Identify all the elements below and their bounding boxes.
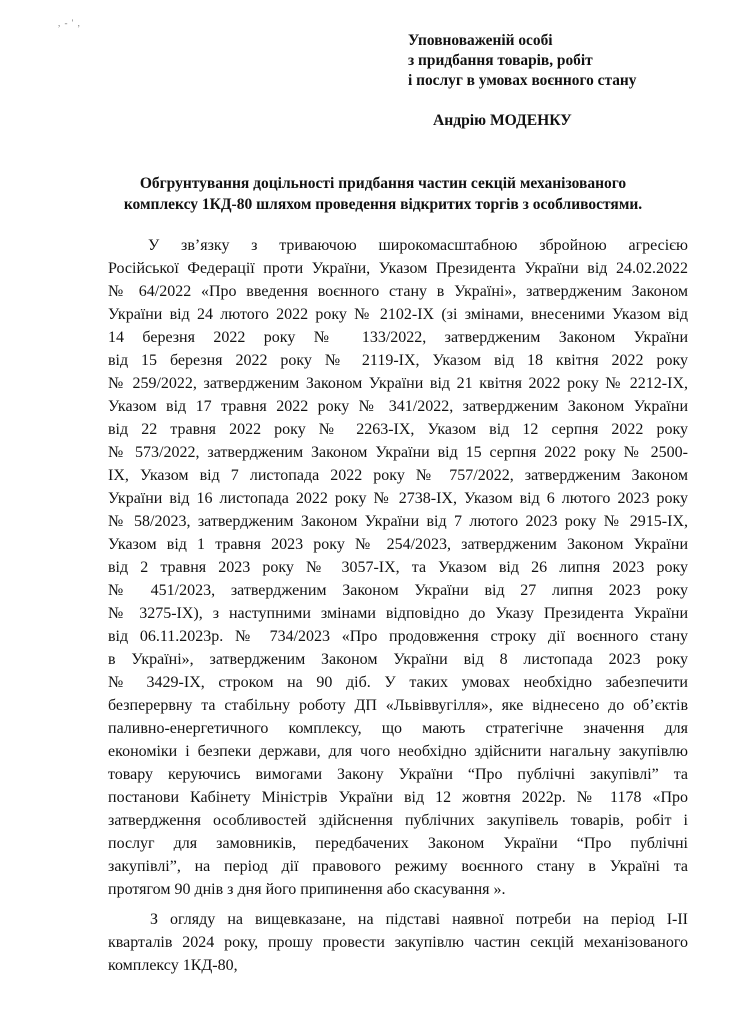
document-subject <box>60 173 706 215</box>
addressee-line: з придбання товарів, робіт <box>408 52 593 69</box>
body-line: затвердження особливостей здійснення публічних закупівель товарів, робіт і <box>108 812 688 829</box>
body-line: товару керуючись вимогами Закону України “Про публічні закупівлі” та <box>108 766 688 783</box>
body-line: У зв’язку з триваючою широкомасштабною збройною агресією <box>148 237 688 254</box>
body-line: Російської Федерації проти України, Указом Президента України від 24.02.2022 <box>108 260 688 277</box>
paragraph-1 <box>108 234 688 901</box>
body-line: № 573/2022, затвердженим Законом України від 15 серпня 2022 року № 2500- <box>108 444 688 461</box>
body-line: України від 24 лютого 2022 року № 2102-ІХ (зі змінами, внесеними Указом від <box>108 306 688 323</box>
addressee-name: Андрію МОДЕНКУ <box>433 112 572 129</box>
body-line: послуг для замовників, передбачених Законом України “Про публічні <box>108 835 688 852</box>
body-line: № 3429-ІХ, строком на 90 діб. У таких умовах необхідно забезпечити <box>108 674 688 691</box>
body-line: закупівлі”, на період дії правового режиму воєнного стану в Україні та <box>108 858 688 875</box>
body-line: України від 16 листопада 2022 року № 2738-ІХ, Указом від 6 лютого 2023 року <box>108 490 688 507</box>
body-line: безперервну та стабільну роботу ДП «Львіввугілля», яке віднесено до об’єктів <box>108 697 688 714</box>
body-line: в Україні», затвердженим Законом України від 8 листопада 2023 року <box>108 651 688 668</box>
subject-line: комплексу 1КД-80 шляхом проведення відкритих торгів з особливостями. <box>123 196 643 213</box>
body-line: Указом від 17 травня 2022 року № 341/2022, затвердженим Законом України <box>108 398 688 415</box>
body-line: кварталів 2024 року, прошу провести закупівлю частин секцій механізованого <box>108 934 688 951</box>
body-line: З огляду на вищевказане, на підставі наявної потреби на період І-ІІ <box>150 911 688 928</box>
body-line: 14 березня 2022 року № 133/2022, затвердженим Законом України <box>108 329 688 346</box>
body-line: № 451/2023, затвердженим Законом України від 27 липня 2023 року <box>108 582 688 599</box>
body-line: № 3275-ІХ), з наступними змінами відповідно до Указу Президента України <box>108 605 688 622</box>
body-line: постанови Кабінету Міністрів України від 12 жовтня 2022р. № 1178 «Про <box>108 789 688 806</box>
body-line: паливно-енергетичного комплексу, що мають стратегічне значення для <box>108 720 688 737</box>
body-line: протягом 90 днів з дня його припинення або скасування ». <box>108 881 506 898</box>
paragraph-gap <box>108 901 688 908</box>
addressee-block <box>408 31 636 91</box>
body-line: від 22 травня 2022 року № 2263-ІХ, Указом від 12 серпня 2022 року <box>108 421 688 438</box>
body-line: ІХ, Указом від 7 листопада 2022 року № 757/2022, затвердженим Законом <box>108 467 688 484</box>
body-line: економіки і безпеки держави, для чого необхідно здійснити нагальну закупівлю <box>108 743 688 760</box>
body-line: № 58/2023, затвердженим Законом України від 7 лютого 2023 року № 2915-ІХ, <box>108 513 688 530</box>
subject-line: Обгрунтування доцільності придбання частин секцій механізованого <box>139 175 627 192</box>
scan-speck: , - ' , <box>58 18 81 28</box>
body-line: від 2 травня 2023 року № 3057-ІХ, та Указом від 26 липня 2023 року <box>108 559 688 576</box>
body-line: від 06.11.2023р. № 734/2023 «Про продовження строку дії воєнного стану <box>108 628 688 645</box>
body-line: Указом від 1 травня 2023 року № 254/2023, затвердженим Законом України <box>108 536 688 553</box>
body-line: № 64/2022 «Про введення воєнного стану в Україні», затвердженим Законом <box>108 283 688 300</box>
body-line: від 15 березня 2022 року № 2119-ІХ, Указом від 18 квітня 2022 року <box>108 352 688 369</box>
body-line: комплексу 1КД-80, <box>108 957 238 974</box>
addressee-line: і послуг в умовах воєнного стану <box>408 72 637 89</box>
addressee-line: Уповноваженій особі <box>408 32 553 49</box>
paragraph-2 <box>108 908 688 977</box>
document-body <box>108 234 688 977</box>
body-line: № 259/2022, затвердженим Законом України від 21 квітня 2022 року № 2212-ІХ, <box>108 375 688 392</box>
